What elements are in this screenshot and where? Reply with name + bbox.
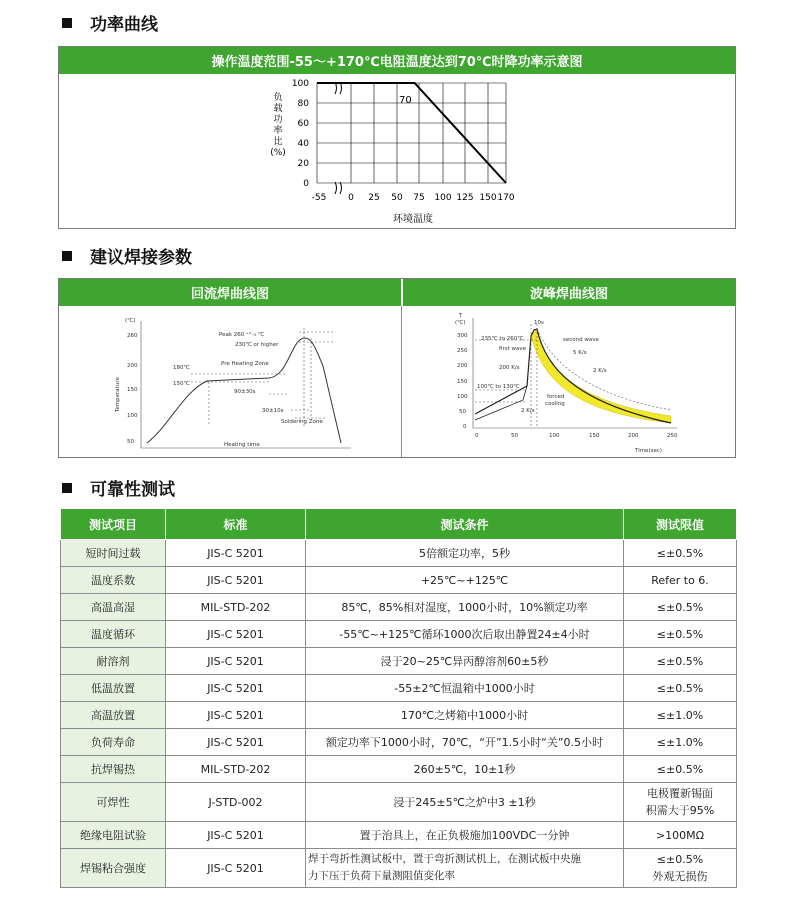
limit-cell — [624, 849, 737, 888]
limit-cell: Refer to 6. — [624, 567, 737, 594]
condition-cell: 额定功率下1000小时，70℃，“开”1.5小时“关”0.5小时 — [306, 729, 624, 756]
test-item-cell: 温度循环 — [61, 621, 166, 648]
reflow-y-tick: 200 — [127, 363, 138, 369]
x-tick-label: 50 — [391, 193, 403, 203]
x-tick-label: 170 — [497, 193, 515, 203]
y-label-char: 比 — [273, 137, 283, 147]
y-tick-label: 0 — [303, 179, 309, 189]
wave-x-tick: 100 — [549, 433, 560, 439]
condition-cell: 浸于20~25℃异丙醇溶剂60±5秒 — [306, 648, 624, 675]
reliability-table — [60, 508, 737, 888]
limit-cell-line: 外观无损伤 — [652, 870, 708, 883]
table-row — [61, 567, 737, 594]
test-item-cell: 高温放置 — [61, 702, 166, 729]
condition-cell-line: 力下压于负荷下量测阻值变化率 — [308, 870, 455, 882]
table-row — [61, 729, 737, 756]
y-label-char: 率 — [273, 126, 283, 136]
standard-cell: JIS-C 5201 — [166, 849, 306, 888]
derating-chart-y-label — [270, 91, 286, 158]
condition-cell: 170℃之烤箱中1000小时 — [306, 702, 624, 729]
power-curve-header: 操作温度范围-55～+170℃电阻温度达到70℃时降功率示意图 — [59, 47, 735, 74]
wave-200ks-label: 200 K/s — [499, 365, 520, 371]
x-tick-label: 100 — [434, 193, 452, 203]
table-row — [61, 702, 737, 729]
wave-x-tick: 250 — [667, 433, 678, 439]
x-tick-label: 25 — [368, 193, 380, 203]
condition-cell — [306, 849, 624, 888]
wave-forced-label: forced — [547, 394, 565, 400]
standard-cell: JIS-C 5201 — [166, 540, 306, 567]
standard-cell: JIS-C 5201 — [166, 621, 306, 648]
limit-cell-line: 电极覆新锡面 — [647, 787, 713, 800]
header-standard: 标准 — [166, 509, 306, 540]
x-tick-label: 0 — [348, 193, 354, 203]
standard-cell: JIS-C 5201 — [166, 675, 306, 702]
y-tick-label: 100 — [291, 79, 309, 89]
x-tick-label: 125 — [456, 193, 474, 203]
limit-cell: ≤±0.5% — [624, 648, 737, 675]
table-row — [61, 540, 737, 567]
reflow-y-tick: 150 — [127, 387, 138, 393]
condition-cell: 置于治具上，在正负极施加100VDC一分钟 — [306, 822, 624, 849]
x-tick-label: 150 — [479, 193, 497, 203]
table-row — [61, 675, 737, 702]
reflow-y-tick: 50 — [127, 439, 134, 445]
test-item-cell: 抗焊锡热 — [61, 756, 166, 783]
reflow-x-label: Heating time — [224, 442, 260, 448]
wave-unit: (℃) — [455, 320, 466, 326]
derating-chart-x-ticks — [312, 193, 515, 203]
limit-cell: ≤±0.5% — [624, 675, 737, 702]
reflow-chart — [59, 306, 401, 457]
derating-chart — [59, 74, 735, 228]
reflow-higher-label: 230℃ or higher — [235, 342, 279, 348]
reflow-preheat-label: Pre Heating Zone — [221, 361, 269, 367]
wave-x-tick: 50 — [511, 433, 518, 439]
table-row — [61, 648, 737, 675]
wave-cooling-band — [531, 329, 671, 423]
wave-y-tick: 100 — [457, 394, 468, 400]
limit-cell: ≤±0.5% — [624, 540, 737, 567]
test-item-cell: 短时间过载 — [61, 540, 166, 567]
wave-5ks-label: 5 K/s — [573, 350, 587, 356]
condition-cell: 浸于245±5℃之炉中3 ±1秒 — [306, 783, 624, 822]
wave-x-label: Time(sec) — [635, 448, 663, 454]
axis-break-icon — [335, 82, 342, 194]
test-item-cell: 可焊性 — [61, 783, 166, 822]
wave-y-tick: 250 — [457, 348, 468, 354]
standard-cell: J-STD-002 — [166, 783, 306, 822]
table-row — [61, 621, 737, 648]
y-tick-label: 20 — [297, 159, 309, 169]
x-tick-label: 75 — [413, 193, 425, 203]
reflow-90s-label: 90±30s — [234, 389, 256, 395]
reflow-y-label: Temperature — [115, 377, 121, 412]
reflow-solder-zone-label: Soldering Zone — [281, 419, 323, 425]
power-curve-panel — [58, 46, 736, 229]
limit-cell: >100MΩ — [624, 822, 737, 849]
table-row — [61, 783, 737, 822]
condition-cell: -55℃~+125℃循环1000次后取出静置24±4小时 — [306, 621, 624, 648]
table-row — [61, 756, 737, 783]
wave-y-tick: 200 — [457, 363, 468, 369]
table-row — [61, 594, 737, 621]
standard-cell: JIS-C 5201 — [166, 729, 306, 756]
limit-cell-line: ≤±0.5% — [656, 853, 704, 866]
header-condition: 测试条件 — [306, 509, 624, 540]
wave-chart — [403, 306, 735, 457]
wave-y-tick: 150 — [457, 379, 468, 385]
condition-cell: 85℃，85%相对湿度，1000小时，10%额定功率 — [306, 594, 624, 621]
reflow-peak-label: Peak 260 ⁺⁰₋₅ ℃ — [219, 332, 265, 338]
wave-curve-main — [475, 329, 671, 423]
limit-cell: ≤±0.5% — [624, 594, 737, 621]
section-title-reliability: 可靠性测试 — [62, 475, 175, 500]
y-tick-label: 40 — [297, 139, 309, 149]
test-item-cell: 耐溶剂 — [61, 648, 166, 675]
reflow-header: 回流焊曲线图 — [59, 279, 401, 306]
test-item-cell: 高温高湿 — [61, 594, 166, 621]
wave-first-label: first wave — [499, 346, 527, 352]
standard-cell: MIL-STD-202 — [166, 756, 306, 783]
condition-cell: 5倍额定功率，5秒 — [306, 540, 624, 567]
limit-cell: ≤±1.0% — [624, 729, 737, 756]
y-tick-label: 80 — [297, 99, 309, 109]
test-item-cell: 温度系数 — [61, 567, 166, 594]
test-item-cell: 负荷寿命 — [61, 729, 166, 756]
standard-cell: JIS-C 5201 — [166, 822, 306, 849]
standard-cell: JIS-C 5201 — [166, 648, 306, 675]
wave-x-tick: 150 — [589, 433, 600, 439]
wave-y-tick: 0 — [463, 424, 467, 430]
reflow-30s-label: 30±10s — [262, 408, 284, 414]
wave-10s-label: 10s — [534, 320, 544, 326]
standard-cell: JIS-C 5201 — [166, 702, 306, 729]
table-row — [61, 822, 737, 849]
limit-cell — [624, 783, 737, 822]
limit-cell-line: 积需大于95% — [645, 804, 715, 817]
header-item: 测试项目 — [61, 509, 166, 540]
section-title-solder: 建议焊接参数 — [62, 243, 192, 268]
wave-x-tick: 0 — [475, 433, 479, 439]
y-tick-label: 60 — [297, 119, 309, 129]
square-bullet-icon — [62, 18, 72, 28]
wave-2ks-a-label: 2 K/s — [593, 368, 607, 374]
test-item-cell: 焊锡粘合强度 — [61, 849, 166, 888]
derating-chart-x-label: 环境温度 — [393, 214, 433, 225]
reliability-header-row — [61, 509, 737, 540]
x-tick-label: -55 — [311, 193, 327, 203]
test-item-cell: 绝缘电阻试验 — [61, 822, 166, 849]
reflow-180-label: 180℃ — [173, 365, 190, 371]
wave-y-tick: 300 — [457, 333, 468, 339]
limit-cell: ≤±0.5% — [624, 621, 737, 648]
wave-2ks-b-label: 2 K/s — [521, 408, 535, 414]
condition-cell: +25℃~+125℃ — [306, 567, 624, 594]
derating-chart-y-ticks — [292, 79, 309, 189]
wave-second-label: second wave — [563, 337, 599, 343]
solder-panel — [58, 278, 736, 458]
y-label-char: (%) — [270, 148, 286, 158]
y-label-char: 功 — [273, 115, 283, 125]
wave-range-235-label: 235℃ to 260℃ — [481, 336, 524, 342]
reflow-unit: (℃) — [125, 318, 136, 324]
condition-cell-line: 焊于弯折性测试板中，置于弯折测试机上，在测试板中央施 — [308, 853, 581, 865]
standard-cell: JIS-C 5201 — [166, 567, 306, 594]
knee-label: 70 — [399, 95, 412, 106]
limit-cell: ≤±1.0% — [624, 702, 737, 729]
wave-cooling-label: cooling — [545, 401, 565, 407]
wave-unit-t: T — [459, 313, 463, 319]
square-bullet-icon — [62, 483, 72, 493]
wave-x-tick: 200 — [628, 433, 639, 439]
wave-range-100-label: 100℃ to 130℃ — [477, 384, 520, 390]
wave-curve-secondary — [475, 386, 527, 420]
reflow-y-tick: 260 — [127, 333, 138, 339]
section-title-power-curve: 功率曲线 — [62, 10, 158, 35]
wave-header: 波峰焊曲线图 — [403, 279, 735, 306]
condition-cell: -55±2℃恒温箱中1000小时 — [306, 675, 624, 702]
reliability-table-body — [61, 540, 737, 888]
test-item-cell: 低温放置 — [61, 675, 166, 702]
y-label-char: 载 — [273, 104, 283, 114]
reflow-150-label: 150℃ — [173, 381, 190, 387]
panel-divider — [401, 306, 402, 457]
y-label-char: 负 — [273, 93, 283, 103]
header-limit: 测试限值 — [624, 509, 737, 540]
condition-cell: 260±5℃，10±1秒 — [306, 756, 624, 783]
standard-cell: MIL-STD-202 — [166, 594, 306, 621]
square-bullet-icon — [62, 251, 72, 261]
reflow-y-tick: 100 — [127, 413, 138, 419]
wave-y-tick: 50 — [459, 409, 466, 415]
table-row — [61, 849, 737, 888]
limit-cell: ≤±0.5% — [624, 756, 737, 783]
